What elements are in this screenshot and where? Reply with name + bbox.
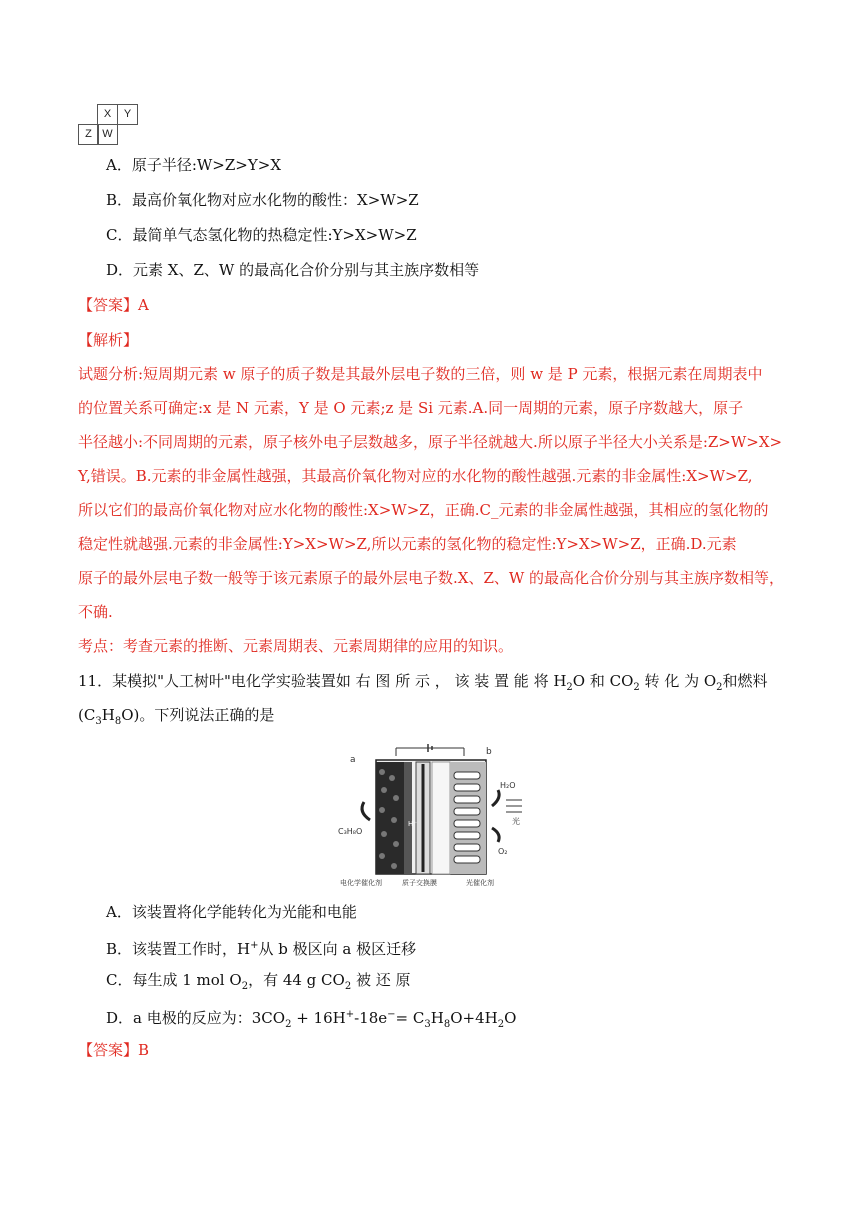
q11-option-b: B．该装置工作时，H+从 b 极区向 a 极区迁移 <box>106 940 417 958</box>
o2-label: O₂ <box>498 847 508 856</box>
q10-option-d: D．元素 X、Z、W 的最高化合价分别与其主族序数相等 <box>106 261 480 279</box>
element-position-grid <box>78 104 138 144</box>
c3h8o-label: C₃H₈O <box>338 827 363 836</box>
analysis-line: Y,错误。B.元素的非金属性越强，其最高价氧化物对应的水化物的酸性越强.元素的非金属性:X>W>Z, <box>78 467 753 485</box>
artificial-leaf-device-figure <box>336 742 528 887</box>
analysis-line: 稳定性就越强.元素的非金属性:Y>X>W>Z,所以元素的氢化物的稳定性:Y>X>W>Z，正确.D.元素 <box>78 535 737 553</box>
analysis-line: 所以它们的最高价氧化物对应水化物的酸性:X>W>Z，正确.C_元素的非金属性越强，其相应的氢化物的 <box>78 501 769 519</box>
q10-kaodian: 考点：考查元素的推断、元素周期表、元素周期律的应用的知识。 <box>78 637 514 655</box>
q11-stem-line2: $(C_3H_8O)$。下列说法正确的是 <box>78 706 275 727</box>
q11-option-a: A．该装置将化学能转化为光能和电能 <box>106 903 357 921</box>
h2o-label: H₂O <box>500 781 516 790</box>
analysis-line: 原子的最外层电子数一般等于该元素原子的最外层电子数.X、Z、W 的最高化合价分别与其主族序数相等， <box>78 569 785 587</box>
q10-answer: 【答案】A <box>78 296 149 314</box>
grid-cell-z: Z <box>78 124 99 145</box>
electrode-b-label: b <box>486 747 492 757</box>
grid-cell-y: Y <box>117 104 138 125</box>
q10-option-c: C．最简单气态氢化物的热稳定性:Y>X>W>Z <box>106 226 417 244</box>
light-label: 光 <box>512 817 520 826</box>
q10-option-a: A．原子半径:W>Z>Y>X <box>106 156 282 174</box>
analysis-line: 不确. <box>78 603 113 621</box>
electrode-a-label: a <box>350 755 356 765</box>
grid-cell-x: X <box>97 104 118 125</box>
q10-analysis-label: 【解析】 <box>78 331 139 349</box>
caption-proton-membrane: 质子交换膜 <box>402 879 437 887</box>
analysis-line: 半径越小:不同周期的元素，原子核外电子层数越多，原子半径就越大.所以原子半径大小关系是:Z>W>X> <box>78 433 783 451</box>
caption-electrocatalyst: 电化学催化剂 <box>340 879 382 887</box>
q11-answer: 【答案】B <box>78 1041 150 1059</box>
caption-photocatalyst: 光催化剂 <box>466 879 494 887</box>
q10-option-b: B．最高价氧化物对应水化物的酸性：X>W>Z <box>106 191 419 209</box>
grid-cell-w: W <box>97 124 118 145</box>
q11-stem-line1: 11．某模拟"人工树叶"电化学实验装置如 右 图 所 示 ， 该 装 置 能 将 $H_2O$ 和 $CO_2$ 转 化 为 $O_2$和燃料 <box>78 672 768 693</box>
analysis-line: 试题分析:短周期元素 w 原子的质子数是其最外层电子数的三倍，则 w 是 P 元素，根据元素在周期表中 <box>78 365 763 383</box>
proton-label: H⁺ <box>408 820 417 828</box>
q11-option-c: C．每生成 1 mol $O_2$，有 44 g $CO_2$ 被 还 原 <box>106 971 411 992</box>
q11-option-d: D．a 电极的反应为：$3CO_2 + 16H^+-18e^-= C_3H_8O+4H_2O$ <box>106 1009 517 1030</box>
analysis-line: 的位置关系可确定:x 是 N 元素，Y 是 O 元素;z 是 Si 元素.A.同一周期的元素，原子序数越大，原子 <box>78 399 744 417</box>
